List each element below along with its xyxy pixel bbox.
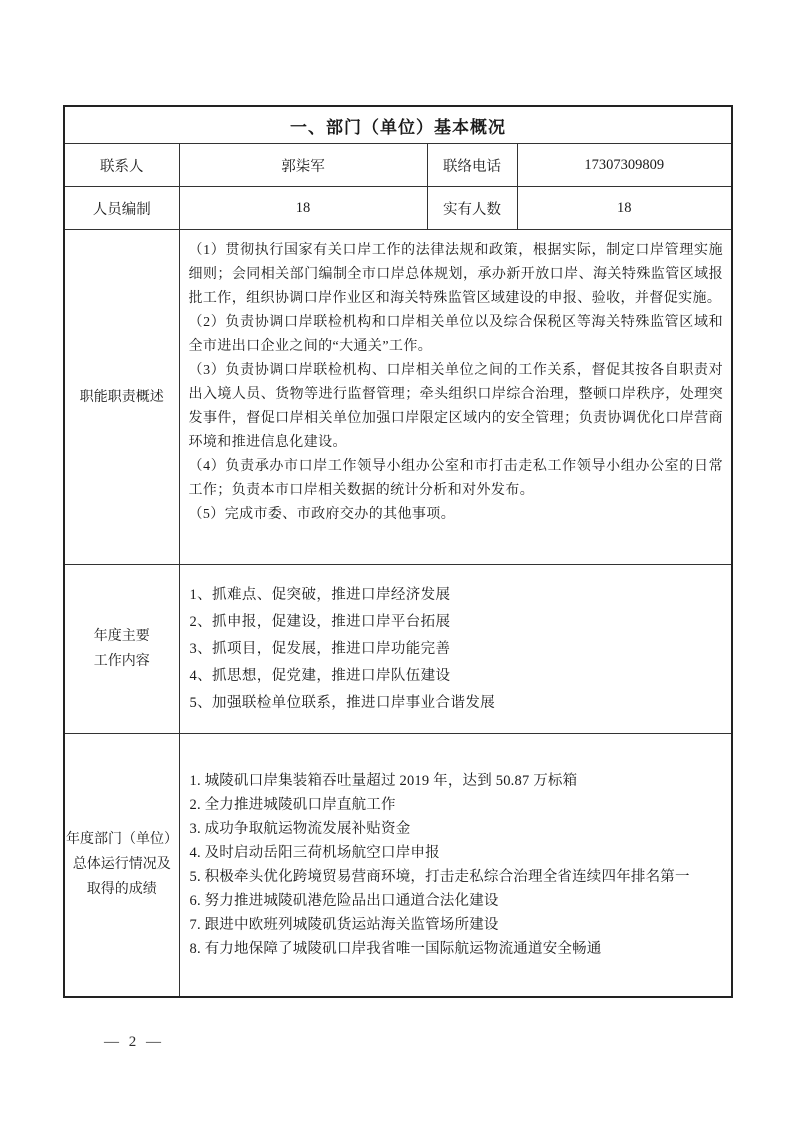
annual-work-label-line: 工作内容 (93, 654, 150, 669)
duties-label (64, 230, 179, 565)
phone-number-text: 17307309809 (584, 156, 665, 173)
actual-staff-count-text: 18 (617, 199, 632, 216)
performance-label (64, 734, 179, 997)
performance-item: 1. 城陵矶口岸集装箱吞吐量超过 2019 年，达到 50.87 万标箱 (189, 772, 578, 789)
contact-label (64, 144, 179, 187)
performance-item: 4. 及时启动岳阳三荷机场航空口岸申报 (189, 844, 440, 861)
duties-label-text: 职能职责概述 (79, 389, 164, 405)
actual-staff-count (517, 187, 732, 230)
duties-row (64, 230, 732, 565)
duties-paragraph: （2）负责协调口岸联检机构和口岸相关单位以及综合保税区等海关特殊监管区域和全市进出口企业之间的“大通关”工作。 (188, 315, 723, 354)
page-number: — 2 — (104, 1034, 164, 1050)
table-title: 一、部门（单位）基本概况 (64, 106, 732, 144)
performance-content (179, 734, 732, 997)
annual-work-item: 3、抓项目，促发展，推进口岸功能完善 (189, 640, 451, 657)
duties-paragraph: （3）负责协调口岸联检机构、口岸相关单位之间的工作关系，督促其按各自职责对出入境人员、货物等进行监督管理；牵头组织口岸综合治理，整顿口岸秩序，处理突发事件，督促口岸相关单位加强口岸限定区域内的安全管理；负责协调优化口岸营商环境和推进信息化建设。 (188, 363, 723, 450)
performance-label-line: 总体运行情况及 (72, 857, 171, 873)
actual-staff-label (427, 187, 517, 230)
performance-label-line: 年度部门（单位） (66, 832, 178, 848)
annual-work-item: 2、抓申报，促建设，推进口岸平台拓展 (189, 613, 451, 630)
contact-row (64, 144, 732, 187)
actual-staff-label-text: 实有人数 (443, 201, 501, 218)
annual-work-item: 1、抓难点、促突破，推进口岸经济发展 (189, 586, 451, 603)
annual-work-label (64, 565, 179, 734)
phone-label-text: 联络电话 (443, 158, 501, 175)
performance-item: 2. 全力推进城陵矶口岸直航工作 (189, 796, 396, 813)
duties-paragraph: （1）贯彻执行国家有关口岸工作的法律法规和政策，根据实际，制定口岸管理实施细则；会同相关部门编制全市口岸总体规划，承办新开放口岸、海关特殊监管区域报批工作，组织协调口岸作业区和海关特殊监管区域建设的申报、验收，并督促实施。 (188, 243, 723, 306)
annual-work-item: 5、加强联检单位联系，推进口岸事业合谐发展 (189, 694, 496, 711)
authorized-staff-count (179, 187, 427, 230)
annual-work-content (179, 565, 732, 734)
duties-content (179, 230, 732, 565)
authorized-staff-label-text: 人员编制 (92, 201, 151, 218)
contact-name-text: 郭柒军 (281, 158, 325, 175)
performance-row (64, 734, 732, 997)
annual-work-label-line: 年度主要 (93, 629, 150, 644)
contact-name (179, 144, 427, 187)
annual-work-row (64, 565, 732, 734)
authorized-staff-label (64, 187, 179, 230)
phone-number (517, 144, 732, 187)
authorized-staff-count-text: 18 (295, 199, 311, 216)
basic-overview-table (63, 105, 733, 998)
performance-item: 6. 努力推进城陵矶港危险品出口通道合法化建设 (189, 892, 499, 909)
performance-item: 7. 跟进中欧班列城陵矶货运站海关监管场所建设 (189, 916, 499, 933)
performance-item: 5. 积极牵头优化跨境贸易营商环境，打击走私综合治理全省连续四年排名第一 (189, 868, 690, 885)
contact-label-text: 联系人 (100, 158, 144, 175)
performance-item: 8. 有力地保障了城陵矶口岸我省唯一国际航运物流通道安全畅通 (189, 940, 602, 957)
performance-label-line: 取得的成绩 (86, 882, 157, 898)
staffing-row (64, 187, 732, 230)
duties-paragraph: （5）完成市委、市政府交办的其他事项。 (188, 507, 456, 522)
annual-work-item: 4、抓思想，促党建，推进口岸队伍建设 (189, 667, 451, 684)
performance-item: 3. 成功争取航运物流发展补贴资金 (189, 820, 411, 837)
table-title-row (64, 106, 732, 144)
duties-paragraph: （4）负责承办市口岸工作领导小组办公室和市打击走私工作领导小组办公室的日常工作；负责本市口岸相关数据的统计分析和对外发布。 (188, 459, 723, 498)
phone-label (427, 144, 517, 187)
